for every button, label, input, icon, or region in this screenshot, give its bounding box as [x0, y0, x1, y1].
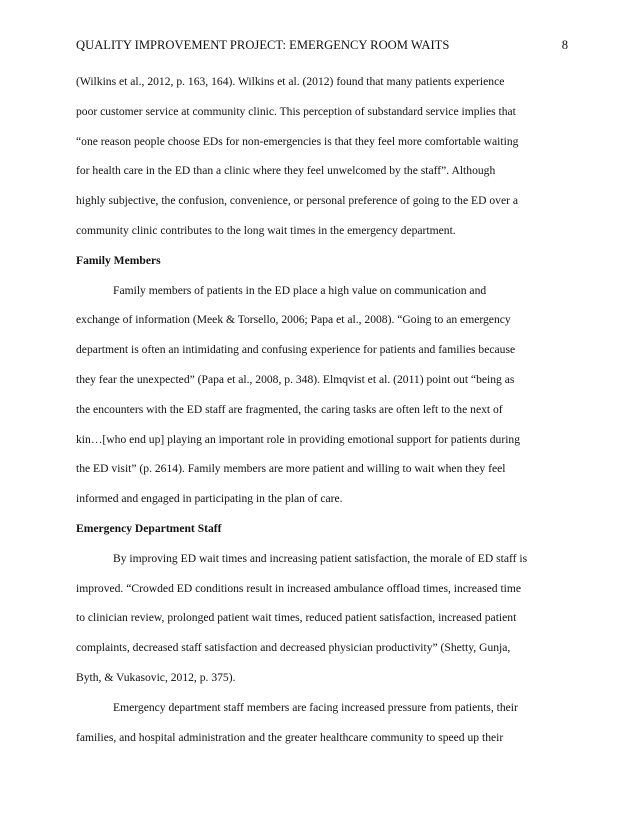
text-line: kin…[who end up] playing an important role in providing emotional support for patients during — [76, 432, 521, 446]
text-line: families, and hospital administration and the greater healthcare community to speed up their — [76, 730, 504, 744]
text-line: poor customer service at community clinic. This perception of substandard service implies that — [76, 104, 516, 118]
section-heading: Family Members — [76, 253, 161, 267]
text-line: the ED visit” (p. 2614). Family members are more patient and willing to wait when they feel — [76, 462, 506, 476]
text-line: exchange of information (Meek & Torsello, 2006; Papa et al., 2008). “Going to an emergency — [76, 313, 511, 327]
text-line: they fear the unexpected” (Papa et al., 2008, p. 348). Elmqvist et al. (2011) point out “being as — [76, 372, 515, 386]
text-line: Emergency department staff members are facing increased pressure from patients, their — [113, 700, 518, 714]
text-line: (Wilkins et al., 2012, p. 163, 164). Wilkins et al. (2012) found that many patients experience — [76, 75, 505, 88]
section-heading: Emergency Department Staff — [76, 521, 222, 535]
text-line: highly subjective, the confusion, convenience, or personal preference of going to the ED over a — [76, 194, 519, 208]
document-body — [76, 67, 569, 752]
text-line: complaints, decreased staff satisfaction and decreased physician productivity” (Shetty, Gunja, — [76, 641, 511, 655]
text-line: informed and engaged in participating in the plan of care. — [76, 492, 343, 506]
text-line: By improving ED wait times and increasing patient satisfaction, the morale of ED staff is — [113, 551, 528, 565]
text-line: “one reason people choose EDs for non-emergencies is that they feel more comfortable waiting — [76, 134, 519, 148]
text-line: Family members of patients in the ED place a high value on communication and — [113, 283, 487, 297]
page-number: 8 — [561, 38, 568, 52]
text-line: department is often an intimidating and confusing experience for patients and families because — [76, 343, 516, 357]
page-header — [76, 36, 568, 54]
running-head: QUALITY IMPROVEMENT PROJECT: EMERGENCY ROOM WAITS — [76, 38, 450, 52]
text-line: to clinician review, prolonged patient wait times, reduced patient satisfaction, increased patient — [76, 611, 517, 625]
text-line: community clinic contributes to the long wait times in the emergency department. — [76, 223, 456, 237]
text-line: the encounters with the ED staff are fragmented, the caring tasks are often left to the next of — [76, 402, 503, 416]
text-line: for health care in the ED than a clinic where they feel unwelcomed by the staff”. Although — [76, 164, 496, 178]
text-line: Byth, & Vukasovic, 2012, p. 375). — [76, 670, 236, 684]
text-line: improved. “Crowded ED conditions result in increased ambulance offload times, increased time — [76, 581, 522, 595]
